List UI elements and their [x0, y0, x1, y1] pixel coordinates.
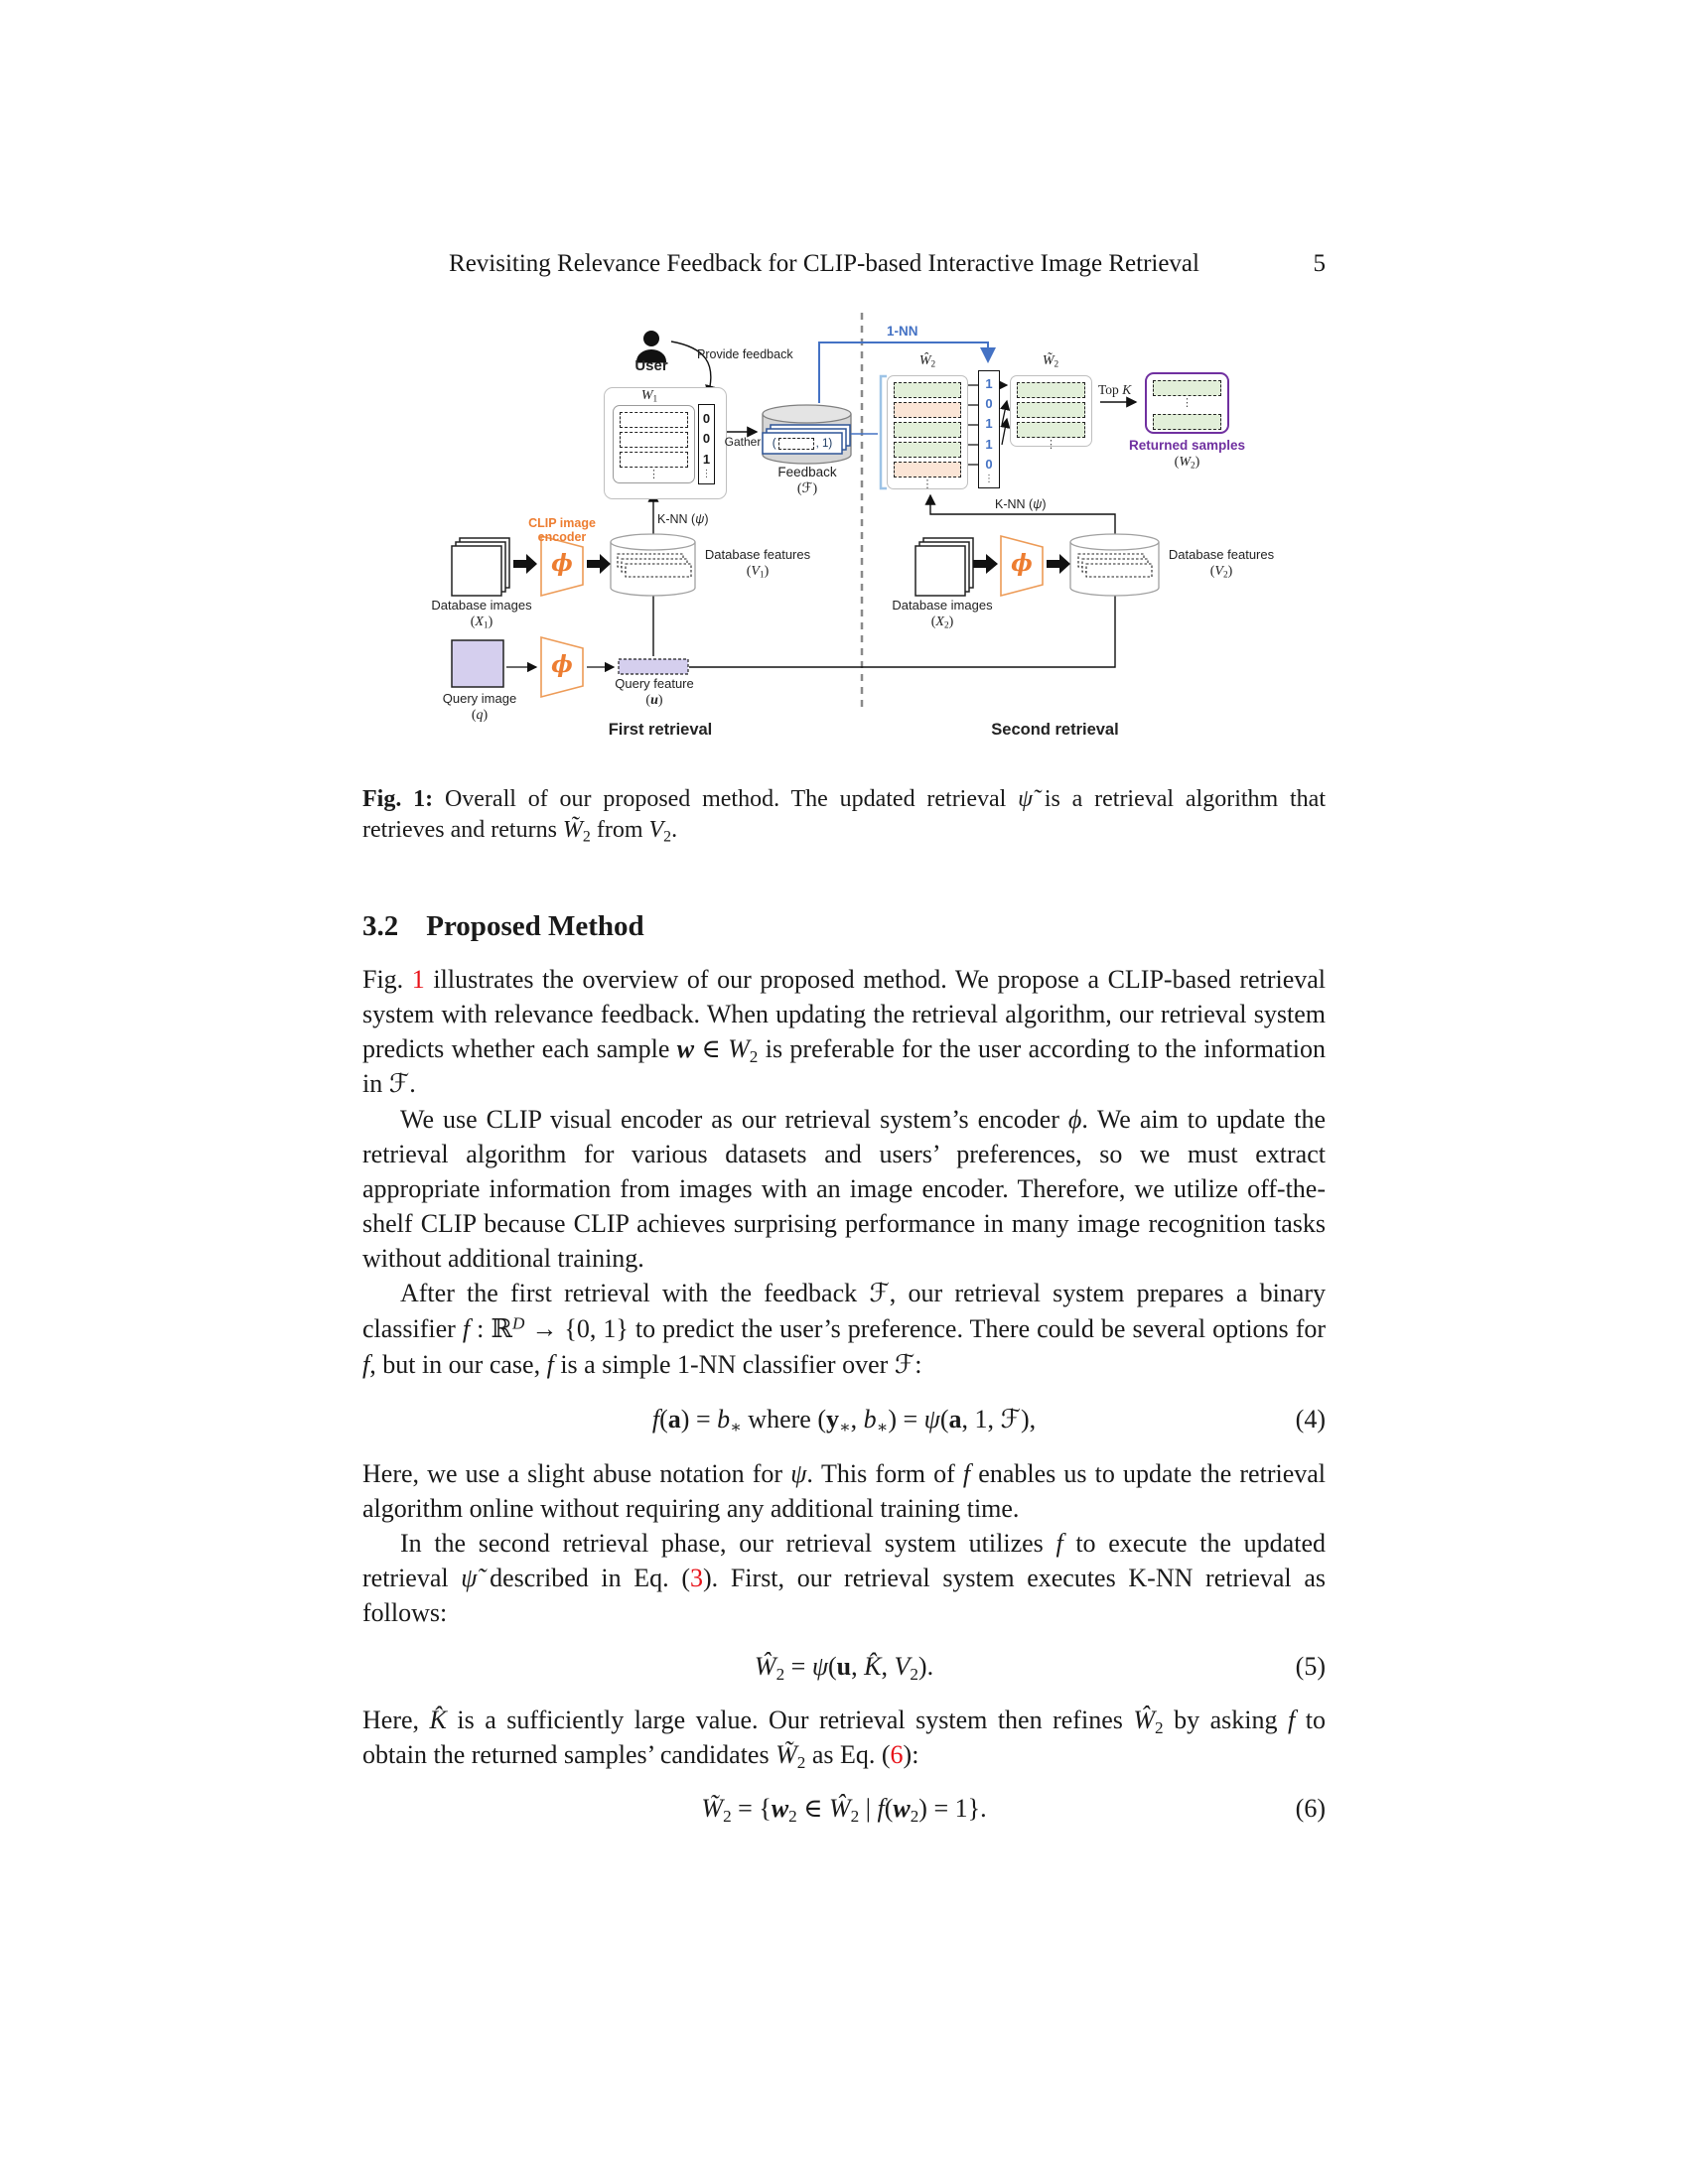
text-segment: (	[884, 1794, 894, 1823]
equation-body	[754, 1652, 934, 1684]
text-segment: After the first retrieval with the feedback	[400, 1279, 870, 1307]
text-segment: by asking	[1163, 1706, 1289, 1734]
text-segment: )	[1042, 497, 1047, 511]
feature-placeholder-icon	[778, 438, 814, 450]
feedback-card	[764, 434, 841, 453]
v1-label	[698, 564, 817, 580]
text-segment: ∗	[838, 1417, 851, 1436]
query-feature-icon	[619, 659, 688, 674]
text-segment: (	[659, 1405, 668, 1433]
text-segment: u	[650, 693, 658, 708]
text-segment: . This form of	[806, 1459, 963, 1488]
database-features-2-label: Database features	[1168, 547, 1275, 562]
text-segment: W̃	[701, 1794, 724, 1823]
text-segment: enables us to update the retrieval algorithm online without requiring any additional training time.	[362, 1459, 1327, 1523]
x2-label	[890, 614, 995, 630]
text-segment: ψ	[811, 1652, 828, 1681]
text-segment: to execute the updated retrieval	[362, 1529, 1326, 1592]
paragraph	[362, 1703, 1326, 1772]
query-image-label: Query image	[442, 691, 517, 706]
text-segment: ∗	[876, 1417, 889, 1436]
text-segment: is a sufficiently large value. Our retrieval system then refines	[446, 1706, 1134, 1734]
text-segment: to obtain the returned samples’ candidates	[362, 1706, 1326, 1769]
text-segment: illustrates the overview of our proposed method. We propose a CLIP-based retrieval system with relevance feedback. When updating the retrieval algorithm, our retrieval system predicts whether each sample	[362, 965, 1327, 1063]
paragraph	[362, 962, 1326, 1102]
text-segment: 1	[759, 569, 765, 580]
text-segment: 2	[582, 828, 591, 846]
text-segment: ),	[1020, 1405, 1037, 1433]
feedback-bit: 1	[702, 451, 711, 467]
text-segment: 2	[930, 358, 936, 369]
text-segment: Here, we use a slight abuse notation for	[362, 1459, 791, 1488]
text-segment: )	[704, 512, 709, 526]
w2hat-label	[902, 353, 953, 369]
text-segment: ψ̃	[461, 1564, 478, 1592]
text-segment: 2	[850, 1806, 860, 1826]
text-segment: described in Eq. (	[477, 1564, 691, 1592]
text-segment: W̃	[562, 817, 583, 843]
text-segment: ℝ	[491, 1314, 512, 1344]
v2-label	[1162, 564, 1281, 580]
text-segment: 2	[775, 1664, 785, 1684]
ellipsis: ⋮	[701, 469, 712, 480]
text-segment: (	[1174, 455, 1180, 470]
text-segment: as Eq. (	[805, 1740, 891, 1769]
text-segment: In the second retrieval phase, our retrieval system utilizes	[400, 1529, 1056, 1558]
w2tilde-label	[1025, 353, 1076, 369]
prediction-binary-column	[978, 370, 1000, 488]
phi-3-glyph: ϕ	[1011, 550, 1033, 577]
text-segment: is a simple 1-NN classifier over	[553, 1350, 895, 1379]
text-segment: )	[483, 708, 489, 723]
sample-row	[1153, 414, 1221, 430]
ref-link[interactable]: 3	[690, 1564, 704, 1592]
text-segment: X	[475, 614, 484, 629]
text-segment: ℱ	[801, 480, 813, 496]
knn-label-second	[995, 497, 1046, 511]
query-image-icon	[452, 640, 503, 687]
text-segment: f	[362, 1350, 370, 1379]
paragraph	[362, 1526, 1326, 1630]
page-number: 5	[1313, 250, 1326, 277]
database-features-2-icon	[1070, 534, 1159, 596]
returned-samples-panel	[1145, 372, 1229, 434]
equation-body	[651, 1405, 1037, 1436]
text-segment: V	[894, 1652, 911, 1681]
paragraph	[362, 1102, 1326, 1276]
text-segment: ) =	[888, 1405, 924, 1433]
sample-row	[894, 402, 961, 418]
text-segment: where	[741, 1405, 818, 1433]
text-segment: b	[863, 1405, 877, 1433]
text-segment: f	[462, 1314, 471, 1343]
equation-5	[362, 1649, 1326, 1684]
text-segment: ψ	[923, 1405, 940, 1433]
text-segment: V	[751, 564, 760, 579]
text-segment: ).	[917, 1652, 934, 1681]
text-segment: =	[784, 1652, 812, 1681]
w1-samples	[613, 405, 695, 483]
text-segment: 1	[652, 393, 658, 404]
sample-row	[1153, 380, 1221, 396]
w2-label	[1115, 455, 1259, 471]
equation-6	[362, 1791, 1326, 1826]
text-segment: 2	[1222, 569, 1228, 580]
text-segment: V	[648, 817, 664, 843]
database-features-1-icon	[611, 534, 695, 596]
text-segment: (	[1209, 564, 1215, 579]
text-segment: We use CLIP visual encoder as our retrieval system’s encoder	[400, 1105, 1068, 1134]
text-segment: W̃	[1042, 353, 1055, 368]
text-segment: Ŵ	[1133, 1706, 1156, 1734]
returned-samples-label: Returned samples	[1128, 438, 1246, 453]
feedback-bit: 0	[702, 410, 711, 426]
text-segment: (	[470, 614, 476, 629]
text-segment: Here,	[362, 1706, 430, 1734]
paragraph	[362, 1456, 1326, 1526]
section-heading	[362, 909, 1326, 944]
text-segment: f	[877, 1794, 885, 1823]
sample-row	[1017, 422, 1085, 438]
text-segment: Fig. 1:	[362, 786, 434, 812]
text-segment: 1	[483, 619, 489, 630]
text-segment: b	[717, 1405, 731, 1433]
u-label	[615, 693, 694, 709]
text-segment: Overall of our proposed method. The updated retrieval	[433, 786, 1019, 812]
text-segment: (	[796, 481, 802, 496]
text-segment: (	[817, 1405, 826, 1433]
text-segment: W̃	[775, 1740, 797, 1769]
text-segment: y	[825, 1405, 839, 1433]
ellipsis-rows: ⋮	[921, 478, 933, 490]
text-segment: ℱ	[388, 1069, 410, 1099]
text-segment: 2	[663, 828, 672, 846]
ref-link[interactable]: 6	[890, 1740, 904, 1769]
text-segment: ). First, our retrieval system executes K-NN retrieval as follows:	[362, 1564, 1326, 1627]
text-segment: D	[511, 1313, 525, 1333]
w2hat-panel	[887, 375, 968, 489]
text-segment: w	[676, 1034, 695, 1063]
text-segment: Fig.	[362, 965, 412, 994]
text-segment: )	[657, 693, 663, 708]
selection-arrows	[1002, 385, 1007, 445]
text-segment: (	[930, 614, 936, 629]
section-number: 3.2	[362, 910, 399, 942]
text-segment: .	[671, 817, 678, 843]
database-features-1-label: Database features	[704, 547, 811, 562]
text-segment: f	[1288, 1706, 1296, 1734]
sample-row	[894, 462, 961, 478]
text-segment: ψ	[790, 1459, 807, 1488]
text-segment: )	[1195, 455, 1200, 470]
top-k-label	[1098, 382, 1131, 398]
text-segment: ,	[881, 1652, 895, 1681]
phi-1-glyph: ϕ	[551, 550, 573, 577]
text-segment: f	[546, 1350, 554, 1379]
text-segment: Top	[1098, 382, 1123, 397]
equation-number: (4)	[1295, 1405, 1326, 1433]
text-segment: K-NN (	[995, 497, 1034, 511]
prediction-bit: 0	[985, 396, 993, 412]
phi-2-glyph: ϕ	[551, 651, 573, 678]
equation-body	[701, 1794, 987, 1826]
text-segment: ):	[903, 1740, 919, 1769]
database-images-2-icon	[915, 538, 973, 596]
text-segment: ℱ	[869, 1279, 890, 1308]
w1-label	[604, 388, 695, 404]
text-segment: W	[728, 1034, 750, 1063]
equation-number: (6)	[1295, 1794, 1326, 1823]
text-segment: is a retrieval algorithm that retrieves and returns	[362, 786, 1326, 843]
equation-4	[362, 1402, 1326, 1437]
text-segment: 2	[1054, 358, 1059, 369]
text-segment: 2	[796, 1752, 806, 1772]
first-retrieval-label: First retrieval	[608, 721, 713, 739]
ellipsis-rows: ⋮	[648, 469, 659, 480]
text-segment: ∈	[796, 1794, 829, 1823]
figure-caption	[362, 784, 1326, 846]
running-head-title: Revisiting Relevance Feedback for CLIP-based Interactive Image Retrieval	[449, 250, 1199, 277]
prediction-bit: 1	[985, 416, 993, 432]
text-segment: is preferable for the user according to the information in	[362, 1034, 1326, 1098]
text-segment: 2	[788, 1806, 797, 1826]
sample-row	[1017, 402, 1085, 418]
text-segment: (	[939, 1405, 949, 1433]
running-head	[362, 250, 1326, 278]
gather-label: Gather	[724, 435, 762, 449]
provide-feedback-label: Provide feedback	[697, 347, 793, 361]
text-segment: K-NN (	[657, 512, 696, 526]
text-segment: Ŵ	[918, 353, 931, 368]
text-segment: 2	[1191, 460, 1196, 471]
ellipsis: ⋮	[984, 473, 994, 484]
card-close: , 1)	[815, 437, 833, 450]
text-segment: |	[859, 1794, 878, 1823]
second-retrieval-label: Second retrieval	[991, 721, 1119, 739]
equation-number: (5)	[1295, 1652, 1326, 1681]
text-segment: X	[935, 614, 944, 629]
sample-row	[620, 432, 688, 448]
text-segment: ℱ	[1000, 1405, 1021, 1434]
sample-row	[1017, 382, 1085, 398]
sample-row	[894, 382, 961, 398]
text-segment: f	[962, 1459, 971, 1488]
card-open: (	[772, 437, 776, 450]
text-segment: → {0, 1} to predict the user’s preference. There could be several options for	[524, 1314, 1327, 1343]
text-segment: ∗	[730, 1417, 742, 1436]
text-segment: :	[914, 1350, 922, 1379]
text-segment: W	[640, 388, 653, 403]
text-segment: 2	[723, 1806, 732, 1826]
text-segment: = {	[731, 1794, 772, 1823]
ellipsis-rows: ⋮	[1046, 439, 1056, 451]
text-segment: 2	[910, 1806, 919, 1826]
text-segment: K	[1122, 382, 1132, 397]
query-feature-label: Query feature	[615, 676, 694, 691]
prediction-bit: 0	[985, 456, 993, 472]
q-label	[427, 708, 532, 724]
text-segment: q	[476, 708, 484, 723]
database-images-2-label: Database images	[892, 598, 993, 613]
text-segment: (	[645, 693, 651, 708]
text-segment: V	[1214, 564, 1223, 579]
sample-row	[620, 452, 688, 468]
text-segment: f	[1055, 1529, 1063, 1558]
text-segment: Ŵ	[828, 1794, 851, 1823]
x1-label	[429, 614, 534, 630]
paragraph	[362, 1276, 1326, 1383]
text-segment: a	[948, 1405, 962, 1433]
text-segment: ∈	[694, 1034, 729, 1063]
text-segment: ℱ	[894, 1350, 915, 1380]
knn-arrow-second	[689, 495, 1115, 667]
text-segment: f	[651, 1405, 660, 1433]
text-segment: ψ̃	[1018, 786, 1034, 812]
database-images-1-icon	[452, 538, 509, 596]
user-label: User	[634, 357, 668, 374]
text-segment: 2	[1155, 1717, 1164, 1737]
text-segment: ψ	[1033, 497, 1043, 511]
section-title: Proposed Method	[426, 910, 644, 942]
prediction-bit: 1	[985, 436, 993, 452]
figure-1	[407, 298, 1400, 754]
sample-row	[620, 412, 688, 428]
text-segment: , our retrieval system prepares a binary classifier	[362, 1279, 1326, 1343]
text-segment: :	[470, 1314, 492, 1343]
text-segment: K̂	[429, 1706, 447, 1734]
text-segment: ) =	[680, 1405, 718, 1433]
text-segment: Ŵ	[754, 1652, 776, 1681]
main-content	[362, 909, 1326, 1844]
text-segment: ,	[850, 1405, 864, 1433]
text-segment: (	[827, 1652, 837, 1681]
knn-label-first	[657, 512, 708, 526]
ellipsis-rows: ⋮	[1182, 397, 1193, 409]
one-nn-label: 1-NN	[887, 324, 918, 339]
feedback-sub-label	[763, 480, 852, 497]
feedback-binary-column	[698, 404, 715, 484]
text-segment: )	[764, 564, 770, 579]
sample-row	[894, 422, 961, 438]
text-segment: , 1,	[961, 1405, 1001, 1433]
w2tilde-panel	[1010, 375, 1092, 451]
text-segment: 2	[749, 1046, 759, 1066]
text-segment: a	[667, 1405, 681, 1433]
clip-encoder-label: CLIP image encoder	[528, 516, 596, 545]
text-segment: w	[771, 1794, 789, 1823]
text-segment: )	[1227, 564, 1233, 579]
text-segment: w	[893, 1794, 911, 1823]
text-segment: )	[948, 614, 954, 629]
text-segment: W	[1179, 455, 1192, 470]
text-segment: 2	[910, 1664, 918, 1684]
text-segment: (	[746, 564, 752, 579]
ref-link[interactable]: 1	[411, 965, 425, 994]
text-segment: ϕ	[1067, 1105, 1082, 1134]
text-segment: 2	[943, 619, 949, 630]
text-segment: . We aim to update the retrieval algorithm for various datasets and users’ preferences, so we must extract appropriate information from images with an image encoder. Therefore, we utilize off-the-shelf CLIP because CLIP achieves surprising performance in many image recognition tasks without additional training.	[362, 1105, 1327, 1273]
text-segment: ,	[851, 1652, 865, 1681]
text-segment: )	[488, 614, 493, 629]
text-segment: ψ	[695, 512, 705, 526]
text-segment: )	[812, 481, 818, 496]
database-images-1-label: Database images	[431, 598, 532, 613]
feedback-label: Feedback	[777, 465, 837, 479]
text-segment: (	[471, 708, 477, 723]
text-segment: , but in our case,	[369, 1350, 547, 1379]
prediction-bit: 1	[985, 376, 993, 392]
feedback-bit: 0	[702, 431, 711, 447]
sample-row	[894, 442, 961, 458]
text-segment: from	[590, 817, 649, 843]
text-segment: K̂	[864, 1652, 882, 1681]
text-segment: .	[409, 1069, 416, 1098]
text-segment: u	[836, 1652, 852, 1681]
text-segment: ) = 1}.	[918, 1794, 987, 1823]
